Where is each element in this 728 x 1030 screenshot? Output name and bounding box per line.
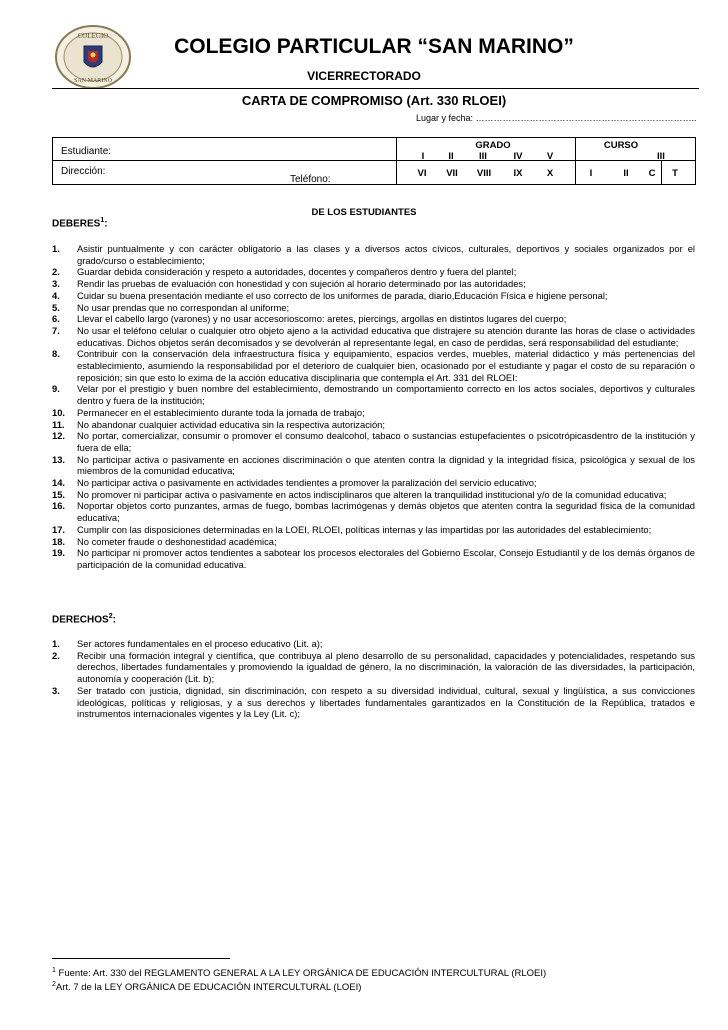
grade-option[interactable]: VI <box>417 168 427 179</box>
duties-title: DEBERES$^1$: <box>52 217 108 230</box>
list-item-text: No usar el teléfono celular o cualquier otro objeto ajeno a la actividad educativa que distrajere su atención durante las horas de clase o actividades educativas. Dichos objetos serán decomisados y se devolverán al representante legal, en caso de perdidas, será responsabilidad del estudiante; <box>77 324 695 348</box>
list-item-number: 2. <box>52 266 60 278</box>
list-item <box>52 536 695 548</box>
list-item-number: 3. <box>52 278 60 290</box>
list-item-text: Llevar el cabello largo (varones) y no usar accesorioscomo: aretes, piercings, argollas en distintos lugares del cuerpo; <box>77 313 567 325</box>
list-item <box>52 383 695 406</box>
school-name: COLEGIO PARTICULAR “SAN MARINO” <box>174 35 574 58</box>
grade-option[interactable]: IV <box>513 151 523 162</box>
list-item-number: 16. <box>52 500 66 512</box>
list-item-number: 2. <box>52 649 60 661</box>
list-item-number: 14. <box>52 477 66 489</box>
table-row-divider <box>53 160 695 161</box>
footnote-2: $^2$Art. 7 de la LEY ORGÁNICA DE EDUCACIÓN INTERCULTURAL (LOEI) <box>52 981 362 994</box>
list-item <box>52 290 695 302</box>
list-item <box>52 638 695 650</box>
list-item <box>52 454 695 477</box>
list-item <box>52 278 695 290</box>
course-header: CURSO <box>603 140 639 151</box>
list-item-text: No cometer fraude o deshonestidad académica; <box>77 535 277 547</box>
phone-label[interactable]: Teléfono: <box>290 174 331 185</box>
grade-option[interactable]: V <box>546 151 554 162</box>
list-item <box>52 266 695 278</box>
list-item-text: Asistir puntualmente y con carácter obligatorio a las clases y a diversos actos cívicos, culturales, deportivos y sociales organizados por el grado/curso o establecimiento; <box>77 243 695 266</box>
list-item-number: 4. <box>52 289 60 301</box>
department-title: VICERRECTORADO <box>307 69 421 83</box>
list-item-number: 19. <box>52 547 66 559</box>
table-column-divider <box>661 160 662 184</box>
list-item-text: Ser tratado con justicia, dignidad, sin discriminación, con respeto a su diversidad individual, cultural, sexual y lingüística, a sus convicciones ideológicas, políticas y religiosas, y a sus derechos y libertades fundamentales garantizados en la Constitución de la República, tratados e instrumentos internacionales vigentes y la Ley (Lit. c); <box>77 684 695 720</box>
course-option[interactable]: II <box>623 168 629 179</box>
list-item-number: 13. <box>52 453 66 465</box>
list-item <box>52 302 695 314</box>
list-item-number: 12. <box>52 430 66 442</box>
grade-header: GRADO <box>475 140 511 151</box>
duties-list <box>52 243 695 571</box>
list-item-text: Noportar objetos corto punzantes, armas de fuego, bombas lacrimógenas y demás objetos que atenten contra la seguridad física de la comunidad educativa; <box>77 500 695 524</box>
list-item-number: 10. <box>52 406 66 418</box>
list-item-text: Recibir una formación integral y científica, que contribuya al pleno desarrollo de su personalidad, capacidades y potencialidades, respetando sus derechos, libertades fundamentales y promoviendo la igualdad de género, la no discriminación, la valoración de las diversidades, la participación, autonomía y cooperación (Lit. b); <box>77 649 695 685</box>
list-item-number: 8. <box>52 348 60 360</box>
footnote-marker: 1 <box>100 217 105 224</box>
list-item-number: 7. <box>52 324 60 336</box>
student-label[interactable]: Estudiante: <box>61 146 112 157</box>
grade-option[interactable]: I <box>421 151 425 162</box>
grade-option[interactable]: IX <box>513 168 523 179</box>
list-item-text: No abandonar cualquier actividad educativa sin la respectiva autorización; <box>77 418 385 430</box>
list-item-number: 6. <box>52 313 60 325</box>
section-heading: DE LOS ESTUDIANTES <box>311 207 417 218</box>
list-item-text: No promover ni participar activa o pasivamente en actos indisciplinaros que alteren la tranquilidad institucional y/o de la comunidad educativa; <box>77 488 667 500</box>
footnote-divider <box>52 958 230 959</box>
list-item-text: No usar prendas que no correspondan al uniforme; <box>77 301 290 313</box>
course-option[interactable]: C <box>648 168 656 179</box>
grade-option[interactable]: II <box>448 151 454 162</box>
list-item <box>52 407 695 419</box>
grade-option[interactable]: III <box>479 151 487 162</box>
document-title: CARTA DE COMPROMISO (Art. 330 RLOEI) <box>241 93 507 108</box>
list-item-number: 11. <box>52 418 65 430</box>
grade-option[interactable]: VII <box>446 168 458 179</box>
grade-option[interactable]: X <box>546 168 554 179</box>
list-item <box>52 650 695 685</box>
list-item <box>52 243 695 266</box>
logo-text-top: COLEGIO <box>77 32 109 40</box>
list-item-text: Permanecer en el establecimiento durante toda la jornada de trabajo; <box>77 406 365 418</box>
list-item-text: Guardar debida consideración y respeto a autoridades, docentes y compañeros dentro y fuera del plantel; <box>77 266 517 278</box>
list-item <box>52 547 695 570</box>
header-divider <box>52 88 699 89</box>
list-item <box>52 685 695 720</box>
place-date-field[interactable]: Lugar y fecha: ……………………………………………………………….. <box>416 113 697 123</box>
list-item-text: No participar activa o pasivamente en actividades tendientes a promover la paralización del servicio educativo; <box>77 477 537 489</box>
table-column-divider <box>396 138 397 184</box>
course-option[interactable]: I <box>589 168 593 179</box>
list-item <box>52 419 695 431</box>
rights-list <box>52 638 695 720</box>
list-item <box>52 524 695 536</box>
grade-option[interactable]: VIII <box>476 168 492 179</box>
footnote-1: $^1$ Fuente: Art. 330 del REGLAMENTO GENERAL A LA LEY ORGÁNICA DE EDUCACIÓN INTERCULTURAL (RLOEI) <box>52 967 547 980</box>
list-item-number: 1. <box>52 243 60 254</box>
list-item-number: 1. <box>52 638 60 649</box>
list-item <box>52 348 695 383</box>
list-item-text: No participar activa o pasivamente en acciones discriminación o que atenten contra la dignidad y la integridad física, psicológica y sexual de los miembros de la comunidad educativa; <box>77 453 695 477</box>
list-item <box>52 313 695 325</box>
footnote-marker: 2 <box>108 613 113 620</box>
course-option[interactable]: III <box>657 151 665 162</box>
list-item-number: 18. <box>52 535 66 547</box>
list-item <box>52 430 695 453</box>
list-item-text: Cuidar su buena presentación mediante el uso correcto de los uniformes de parada, diario,Educación Física e higiene personal; <box>77 289 608 301</box>
logo-text-bottom: SAN MARINO <box>74 78 112 84</box>
list-item-text: Contribuir con la conservación dela infraestructura física y equipamiento, espacios verdes, muebles, material didáctico y más pertenencias del establecimiento, asumiendo la responsabilidad por el deterioro de cualquier bien, ocasionado por el estudiante y pagar el costo de su reparación o reposición; sin que esto lo exima de la acción educativa disciplinaria que contempla el Art. 331 del RLOEI: <box>77 348 695 383</box>
list-item <box>52 477 695 489</box>
course-option[interactable]: T <box>672 168 678 179</box>
rights-title: DERECHOS$^2$: <box>52 613 116 626</box>
list-item-text: Cumplir con las disposiciones determinadas en la LOEI, RLOEI, políticas internas y las impartidas por las autoridades del establecimiento; <box>77 523 652 535</box>
list-item-text: Velar por el prestigio y buen nombre del establecimiento, demostrando un comportamiento correcto en los actos sociales, deportivos y culturales dentro y fuera de la institución; <box>77 383 695 407</box>
list-item <box>52 489 695 501</box>
address-label[interactable]: Dirección: <box>61 166 106 177</box>
student-info-table <box>52 137 696 185</box>
table-column-divider <box>575 138 576 184</box>
list-item <box>52 325 695 348</box>
list-item-text: No participar ni promover actos tendientes a sabotear los procesos electorales del Gobierno Escolar, Consejo Estudiantil y de los demás órganos de participación de la comunidad educativa. <box>77 547 695 570</box>
list-item-text: No portar, comercializar, consumir o promover el consumo dealcohol, tabaco o sustancias estupefacientes o psicotrópicasdentro de la institución y fuera de ella; <box>77 430 695 453</box>
list-item-text: Ser actores fundamentales en el proceso educativo (Lit. a); <box>77 638 323 649</box>
list-item-number: 9. <box>52 383 60 395</box>
list-item-number: 3. <box>52 684 60 696</box>
list-item-number: 15. <box>52 488 66 500</box>
list-item-number: 5. <box>52 301 60 313</box>
list-item-number: 17. <box>52 523 66 535</box>
list-item-text: Rendir las pruebas de evaluación con honestidad y con sujeción al horario determinado por las autoridades; <box>77 278 526 290</box>
list-item <box>52 500 695 523</box>
